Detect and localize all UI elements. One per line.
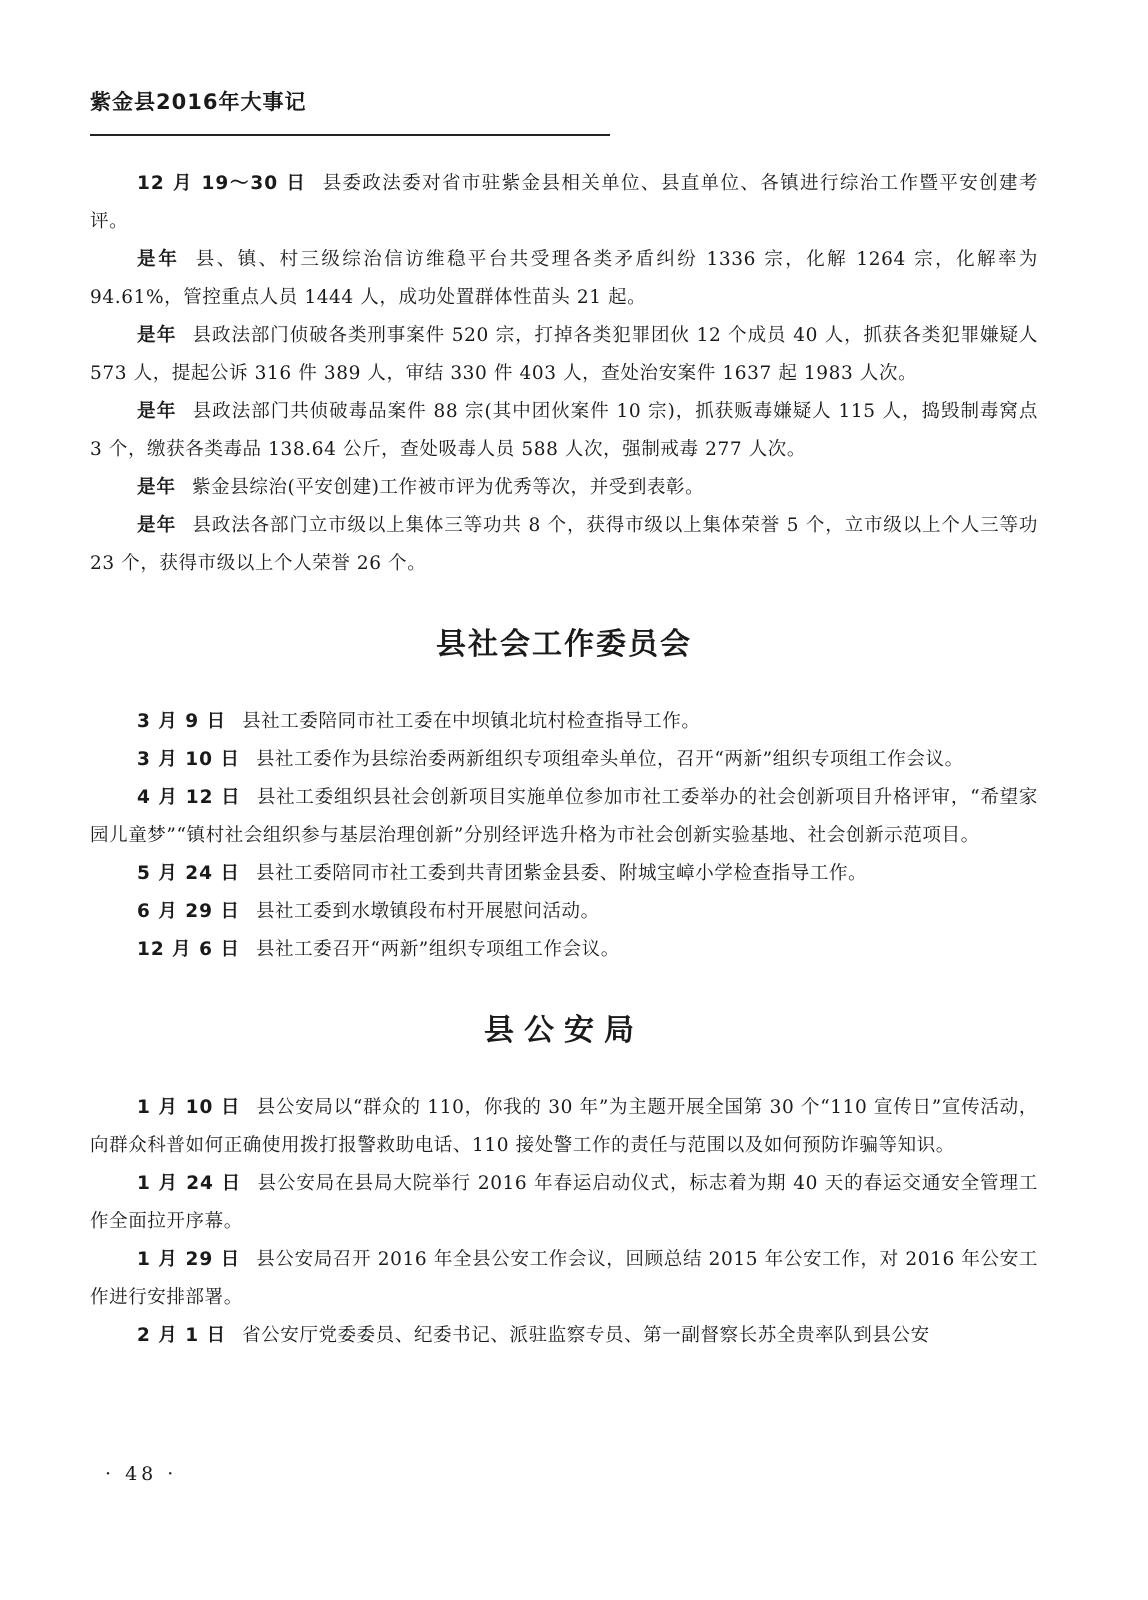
- entry: [90, 931, 1038, 969]
- entry: [90, 241, 1038, 317]
- entry-text: 省公安厅党委委员、纪委书记、派驻监察专员、第一副督察长苏全贵率队到县公安: [242, 1325, 930, 1346]
- entry-text: 县社工委组织县社会创新项目实施单位参加市社工委举办的社会创新项目升格评审，“希望家园儿童梦”“镇村社会组织参与基层治理创新”分别经评选升格为市社会创新实验基地、社会创新示范项目。: [90, 787, 1038, 846]
- entry: [90, 1089, 1038, 1165]
- entry: [90, 779, 1038, 855]
- entry: [90, 855, 1038, 893]
- entry-text: 紫金县综治(平安创建)工作被市评为优秀等次，并受到表彰。: [192, 477, 705, 498]
- entry: [90, 469, 1038, 507]
- section-title-public-security: 县公安局: [484, 1013, 644, 1048]
- entry: [90, 317, 1038, 393]
- entry-date: 是年: [137, 401, 177, 422]
- entry-date: 4 月 12 日: [137, 787, 241, 808]
- entry-text: 县社工委到水墩镇段布村开展慰问活动。: [255, 901, 600, 922]
- entry-date: 3 月 9 日: [137, 711, 227, 732]
- entry-text: 县、镇、村三级综治信访维稳平台共受理各类矛盾纠纷 1336 宗，化解 1264 宗，化解率为 94.61%，管控重点人员 1444 人，成功处置群体性苗头 21 起。: [90, 249, 1038, 308]
- header-rule: [90, 134, 610, 136]
- entry-text: 县公安局召开 2016 年全县公安工作会议，回顾总结 2015 年公安工作，对 2016 年公安工作进行安排部署。: [90, 1249, 1038, 1308]
- entry-text: 县公安局以“群众的 110，你我的 30 年”为主题开展全国第 30 个“110 宣传日”宣传活动，向群众科普如何正确使用拨打报警救助电话、110 接处警工作的责任与范围以及如何预防诈骗等知识。: [90, 1097, 1038, 1156]
- entry-date: 3 月 10 日: [137, 749, 240, 770]
- entry-date: 是年: [137, 477, 177, 498]
- entry-text: 县社工委作为县综治委两新组织专项组牵头单位，召开“两新”组织专项组工作会议。: [255, 749, 964, 770]
- entry: [90, 1165, 1038, 1241]
- entry-text: 县社工委陪同市社工委到共青团紫金县委、附城宝嶂小学检查指导工作。: [255, 863, 868, 884]
- running-title: 紫金县2016年大事记: [90, 90, 307, 114]
- entry-text: 县政法各部门立市级以上集体三等功共 8 个，获得市级以上集体荣誉 5 个，立市级以上个人三等功 23 个，获得市级以上个人荣誉 26 个。: [90, 515, 1038, 574]
- entry-date: 12 月 19～30 日: [137, 173, 307, 194]
- entry-text: 县社工委陪同市社工委在中坝镇北坑村检查指导工作。: [242, 711, 701, 732]
- entry: [90, 703, 1038, 741]
- entry-date: 是年: [137, 325, 177, 346]
- entry-text: 县政法部门共侦破毒品案件 88 宗(其中团伙案件 10 宗)，抓获贩毒嫌疑人 115 人，捣毁制毒窝点 3 个，缴获各类毒品 138.64 公斤，查处吸毒人员 588 人次，强制戒毒 277 人次。: [90, 401, 1038, 460]
- entry: [90, 741, 1038, 779]
- entry-text: 县委政法委对省市驻紫金县相关单位、县直单位、各镇进行综治工作暨平安创建考评。: [90, 173, 1039, 232]
- entry-text: 县公安局在县局大院举行 2016 年春运启动仪式，标志着为期 40 天的春运交通安全管理工作全面拉开序幕。: [90, 1173, 1038, 1232]
- entry-date: 是年: [137, 515, 177, 536]
- entry: [90, 1241, 1038, 1317]
- entry-date: 1 月 29 日: [137, 1249, 241, 1270]
- entry-date: 2 月 1 日: [137, 1325, 227, 1346]
- page-content: [90, 165, 1038, 1355]
- entry-date: 1 月 10 日: [137, 1097, 241, 1118]
- entry-text: 县社工委召开“两新”组织专项组工作会议。: [255, 939, 620, 960]
- entry-date: 是年: [137, 249, 180, 270]
- entry: [90, 893, 1038, 931]
- section-title-social-work: 县社会工作委员会: [436, 627, 692, 662]
- entry-date: 6 月 29 日: [137, 901, 240, 922]
- entry-text: 县政法部门侦破各类刑事案件 520 宗，打掉各类犯罪团伙 12 个成员 40 人，抓获各类犯罪嫌疑人 573 人，提起公诉 316 件 389 人，审结 330 件 403 人，查处治安案件 1637 起 1983 人次。: [90, 325, 1038, 384]
- entry: [90, 507, 1038, 583]
- entry-date: 1 月 24 日: [137, 1173, 242, 1194]
- entry: [90, 393, 1038, 469]
- entry: [90, 165, 1038, 241]
- entry-date: 12 月 6 日: [137, 939, 240, 960]
- entry: [90, 1317, 1038, 1355]
- page-number: · 48 ·: [105, 1463, 178, 1485]
- entry-date: 5 月 24 日: [137, 863, 240, 884]
